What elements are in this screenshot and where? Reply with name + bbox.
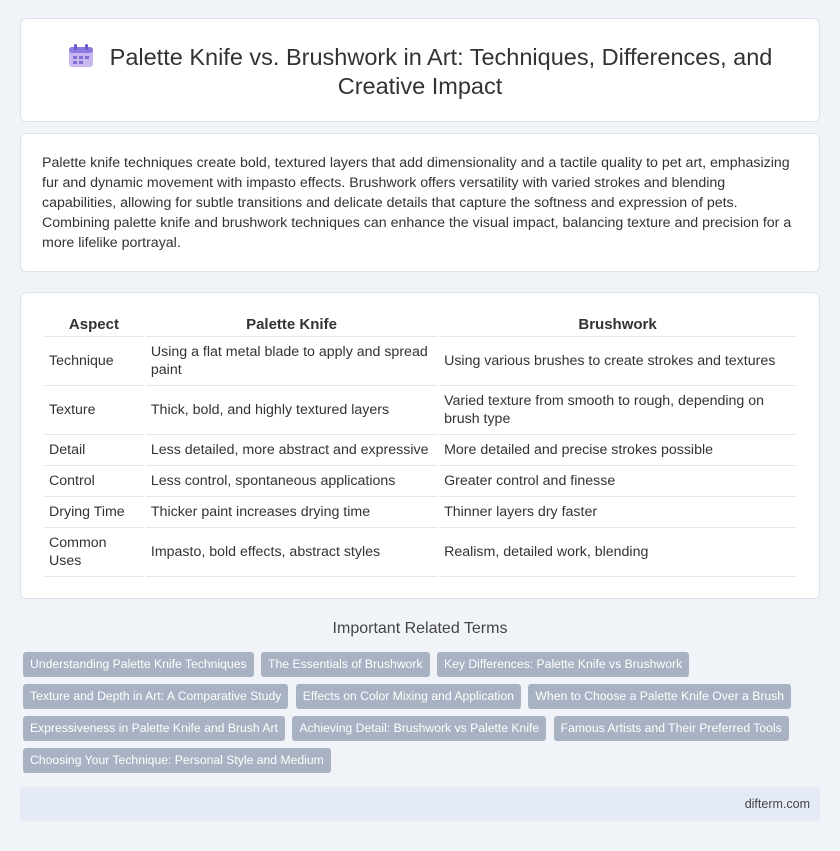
- table-cell: Thicker paint increases drying time: [146, 497, 437, 528]
- table-cell: Thick, bold, and highly textured layers: [146, 386, 437, 435]
- table-cell: Less control, spontaneous applications: [146, 466, 437, 497]
- comparison-table: [42, 315, 798, 577]
- comparison-card: [20, 292, 820, 599]
- related-term-tag[interactable]: Expressiveness in Palette Knife and Brush Art: [23, 716, 285, 741]
- related-term-tag[interactable]: Effects on Color Mixing and Application: [296, 684, 521, 709]
- table-cell: Greater control and finesse: [439, 466, 796, 497]
- table-row: [44, 466, 796, 497]
- intro-paragraph: Palette knife techniques create bold, textured layers that add dimensionality and a tactile quality to pet art, emphasizing fur and dynamic movement with impasto effects. Brushwork offers versatility with varied strokes and blending capabilities, allowing for subtle transitions and delicate details that capture the softness and expression of pets. Combining palette knife and brushwork techniques can enhance the visual impact, balancing texture and precision for a more lifelike portrayal.: [42, 155, 792, 251]
- table-cell: Thinner layers dry faster: [439, 497, 796, 528]
- table-cell: More detailed and precise strokes possible: [439, 435, 796, 466]
- footer-site-link[interactable]: difterm.com: [744, 797, 810, 811]
- table-cell: Varied texture from smooth to rough, depending on brush type: [439, 386, 796, 435]
- table-row: [44, 497, 796, 528]
- related-term-tag[interactable]: Texture and Depth in Art: A Comparative Study: [23, 684, 288, 709]
- related-term-tag[interactable]: When to Choose a Palette Knife Over a Brush: [528, 684, 791, 709]
- table-cell: Common Uses: [44, 528, 144, 577]
- header-aspect: Aspect: [44, 315, 144, 337]
- table-cell: Control: [44, 466, 144, 497]
- related-term-tag[interactable]: Famous Artists and Their Preferred Tools: [554, 716, 789, 741]
- related-term-tag[interactable]: Key Differences: Palette Knife vs Brushwork: [437, 652, 689, 677]
- table-row: [44, 528, 796, 577]
- footer: [20, 787, 820, 821]
- related-term-tag[interactable]: The Essentials of Brushwork: [261, 652, 429, 677]
- table-cell: Using a flat metal blade to apply and spread paint: [146, 337, 437, 386]
- related-terms-list: [23, 652, 823, 780]
- related-term-tag[interactable]: Choosing Your Technique: Personal Style and Medium: [23, 748, 331, 773]
- table-row: [44, 435, 796, 466]
- table-cell: Drying Time: [44, 497, 144, 528]
- header-brushwork: Brushwork: [439, 315, 796, 337]
- table-cell: Technique: [44, 337, 144, 386]
- table-row: [44, 386, 796, 435]
- table-row: [44, 337, 796, 386]
- header-card: [20, 18, 820, 122]
- related-term-tag[interactable]: Understanding Palette Knife Techniques: [23, 652, 254, 677]
- related-terms-title: Important Related Terms: [332, 620, 508, 637]
- intro-card: [20, 133, 820, 272]
- page-title-text: Palette Knife vs. Brushwork in Art: Techniques, Differences, and Creative Impact: [109, 44, 773, 99]
- page-title: [21, 43, 819, 101]
- table-cell: Detail: [44, 435, 144, 466]
- table-cell: Impasto, bold effects, abstract styles: [146, 528, 437, 577]
- table-header-row: [44, 315, 796, 337]
- related-term-tag[interactable]: Achieving Detail: Brushwork vs Palette Knife: [292, 716, 546, 741]
- header-palette-knife: Palette Knife: [146, 315, 437, 337]
- calendar-icon: [68, 44, 94, 68]
- table-cell: Realism, detailed work, blending: [439, 528, 796, 577]
- table-cell: Less detailed, more abstract and expressive: [146, 435, 437, 466]
- table-cell: Texture: [44, 386, 144, 435]
- table-cell: Using various brushes to create strokes and textures: [439, 337, 796, 386]
